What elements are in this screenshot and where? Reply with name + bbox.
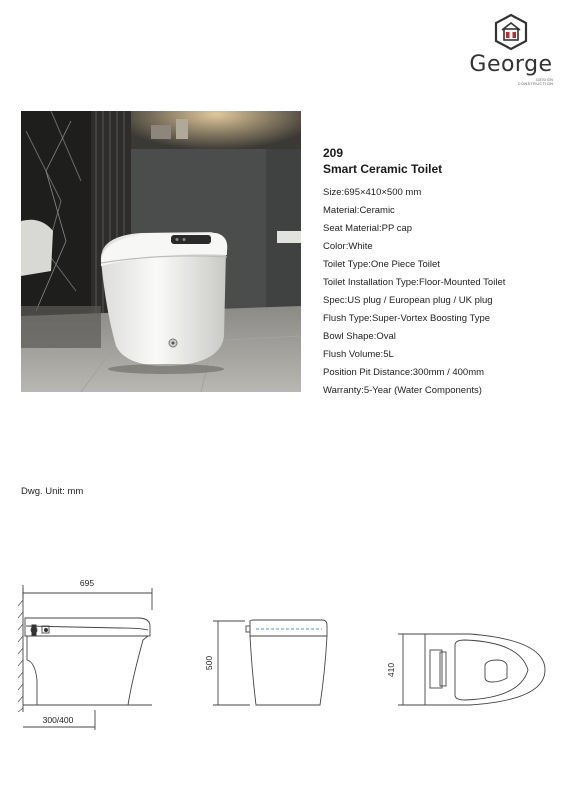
spec-bowl-shape [323, 328, 558, 346]
spec-list [323, 146, 558, 400]
control-dot-icon [44, 628, 48, 632]
spec-value: Floor-Mounted Toilet [418, 277, 506, 288]
brand-name: George [469, 52, 553, 77]
product-photo [21, 111, 301, 392]
control-knob-icon [32, 625, 37, 636]
brand-logo [466, 12, 556, 84]
spec-key: Toilet Installation Type: [323, 277, 419, 288]
spec-value: PP cap [381, 223, 413, 234]
spec-pit-distance [323, 364, 558, 382]
spec-value: 300mm / 400mm [412, 367, 485, 378]
brand-subtitle-1: DESIGN [536, 78, 554, 82]
spec-installation-type [323, 274, 558, 292]
spec-value: 5-Year (Water Components) [363, 385, 482, 396]
spec-value: Oval [376, 331, 396, 342]
dim-width-label: 410 [386, 662, 396, 678]
spec-key: Spec: [323, 295, 348, 306]
technical-drawings [0, 560, 566, 800]
spec-value: Ceramic [359, 205, 395, 216]
spec-key: Bowl Shape: [323, 331, 377, 342]
spec-key: Color: [323, 241, 349, 252]
spec-key: Flush Type: [323, 313, 372, 324]
top-view-drawing [398, 634, 545, 705]
dim-length-label: 695 [79, 578, 95, 588]
spec-size [323, 184, 558, 202]
spec-warranty [323, 382, 558, 400]
brand-subtitle-2: CONSTRUCTION [518, 82, 554, 86]
dim-pit-label: 300/400 [42, 715, 74, 725]
brand-subtitle [518, 78, 553, 86]
house-logo-icon [466, 12, 556, 56]
spec-key: Size: [323, 187, 345, 198]
spec-value: 695×410×500 mm [344, 187, 422, 198]
spec-key: Warranty: [323, 385, 364, 396]
drawing-unit-label: Dwg. Unit: mm [21, 486, 84, 497]
spec-value: One Piece Toilet [370, 259, 440, 270]
spec-key: Seat Material: [323, 223, 382, 234]
spec-flush-type [323, 310, 558, 328]
dim-height-label: 500 [204, 655, 214, 671]
spec-value: Super-Vortex Boosting Type [371, 313, 491, 324]
spec-toilet-type [323, 256, 558, 274]
product-model: 209 [323, 146, 344, 160]
spec-seat-material [323, 220, 558, 238]
spec-value: US plug / European plug / UK plug [347, 295, 493, 306]
spec-material [323, 202, 558, 220]
rear-view-drawing [213, 620, 327, 705]
side-view-drawing [18, 585, 152, 730]
spec-value: White [348, 241, 373, 252]
spec-value: 5L [383, 349, 394, 360]
spec-key: Position Pit Distance: [323, 367, 413, 378]
spec-flush-volume [323, 346, 558, 364]
product-name: Smart Ceramic Toilet [323, 162, 443, 176]
spec-key: Material: [323, 205, 360, 216]
spec-plug [323, 292, 558, 310]
spec-key: Toilet Type: [323, 259, 371, 270]
spec-key: Flush Volume: [323, 349, 384, 360]
spec-color [323, 238, 558, 256]
